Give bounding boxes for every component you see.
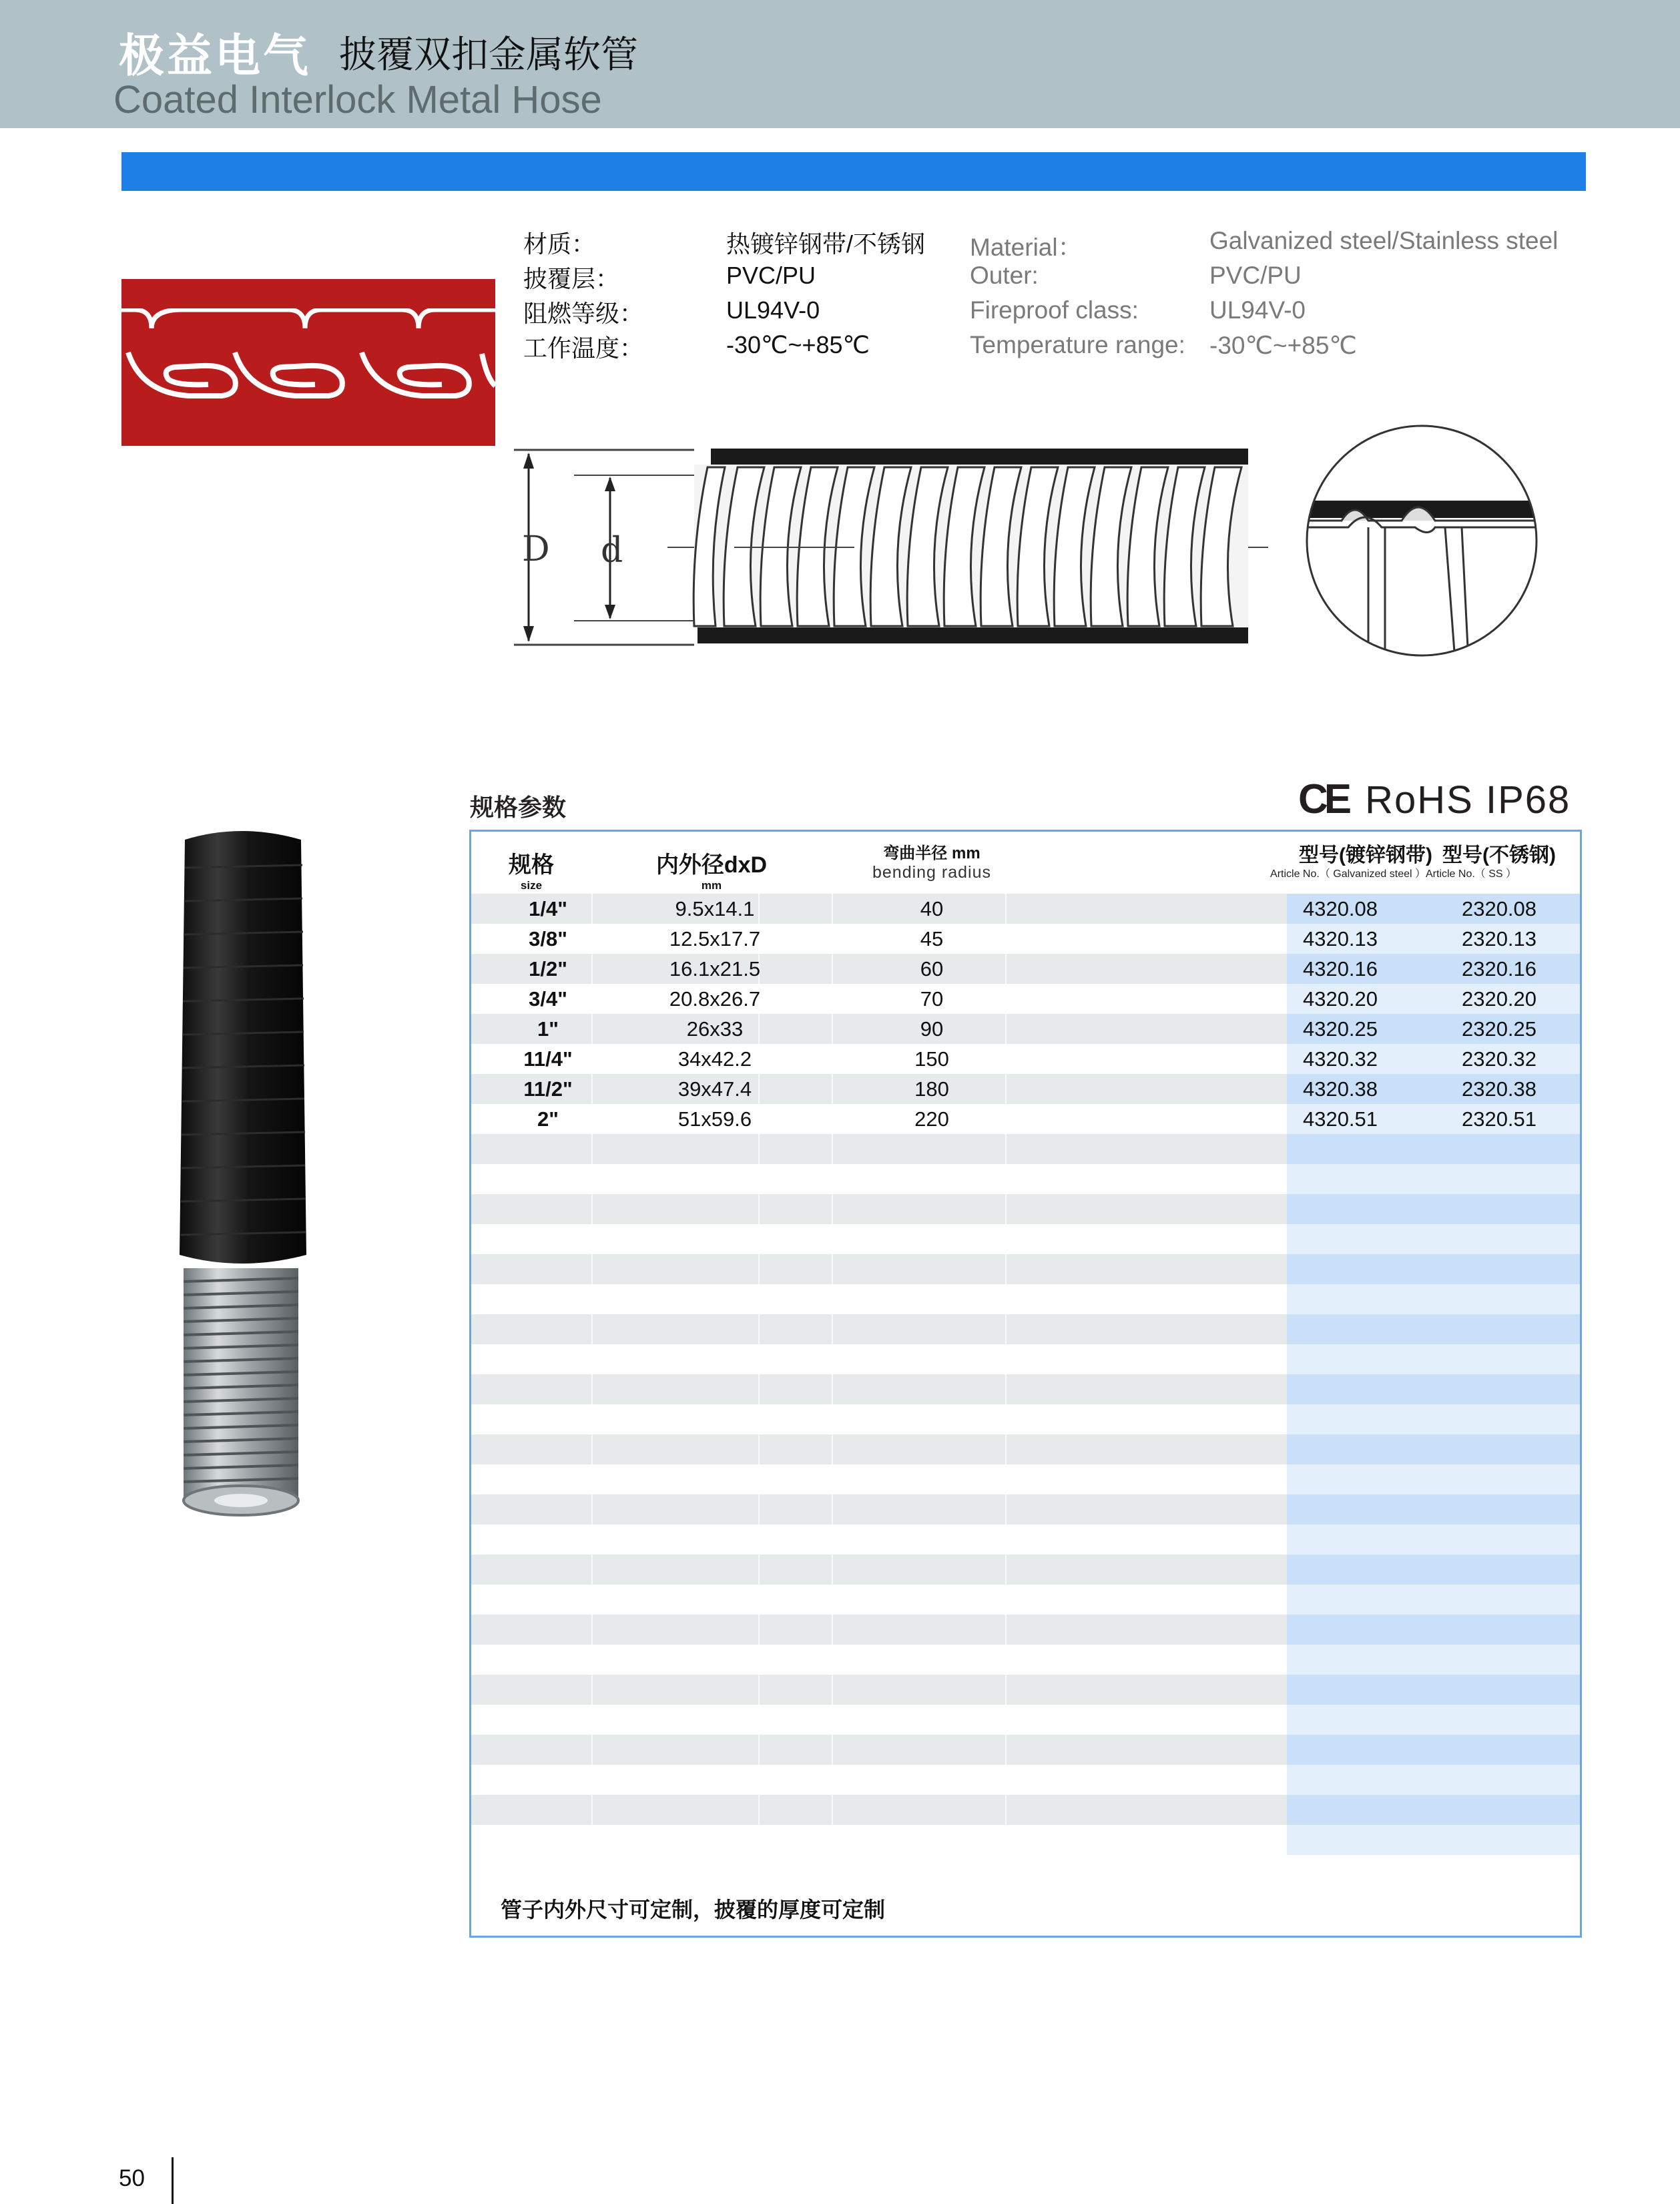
header-diameter: [591, 846, 832, 892]
cell-bend: 150: [914, 1047, 949, 1071]
cross-section-image: [121, 279, 495, 446]
cell-galv: 4320.25: [1302, 1017, 1378, 1041]
article-column-stripe: [1287, 1254, 1580, 1284]
product-title-cn: 披覆双扣金属软管: [339, 33, 638, 75]
table-stripe: [471, 1825, 1287, 1855]
article-column-stripe: [1287, 1224, 1580, 1254]
table-stripe: [471, 1795, 1287, 1825]
certification-marks: [1298, 776, 1571, 823]
table-stripe: [471, 1134, 1287, 1164]
article-column-stripe: [1287, 1194, 1580, 1224]
table-row: [471, 1104, 1580, 1134]
header-galv-article: [1225, 838, 1432, 868]
table-row: [471, 1014, 1580, 1044]
spec-value-cn: -30℃~+85℃: [726, 331, 870, 358]
spec-table: [469, 830, 1582, 1938]
header-ss-article: [1432, 838, 1566, 868]
spec-value-en: Galvanized steel/Stainless steel: [1209, 227, 1559, 254]
cell-ss: 2320.20: [1461, 987, 1537, 1011]
table-stripe: [471, 1525, 1287, 1555]
header-size-en: size: [520, 879, 543, 892]
article-column-stripe: [1287, 1795, 1580, 1825]
cell-bend: 45: [920, 927, 944, 950]
cell-galv: 4320.16: [1302, 957, 1378, 981]
table-stripe: [471, 1374, 1287, 1404]
spec-label-en: Fireproof class:: [970, 296, 1139, 324]
cell-size: 11/2": [523, 1077, 573, 1101]
cell-size: 1": [537, 1017, 559, 1041]
cell-galv: 4320.08: [1302, 897, 1378, 920]
header-ss-en: Article No.（ SS ）: [1426, 868, 1517, 880]
cell-size: 11/4": [523, 1047, 573, 1071]
table-row: [471, 1074, 1580, 1104]
cell-ss: 2320.13: [1461, 927, 1537, 950]
table-stripe: [471, 1555, 1287, 1585]
header-bend-label: 弯曲半径 mm: [883, 844, 981, 862]
spec-label-en: Outer:: [970, 262, 1039, 289]
table-row: [471, 1044, 1580, 1074]
spec-label-cn: 工作温度：: [523, 334, 644, 362]
article-column-stripe: [1287, 1675, 1580, 1705]
cell-ss: 2320.32: [1461, 1047, 1537, 1071]
table-stripe: [471, 1615, 1287, 1645]
article-column-stripe: [1287, 1284, 1580, 1314]
spec-label-cn: 披覆层：: [523, 265, 620, 292]
table-stripe: [471, 1585, 1287, 1615]
customization-note: 管子内外尺寸可定制，披覆的厚度可定制: [501, 1898, 886, 1922]
profile-detail-circle: [1302, 421, 1542, 661]
table-stripe: [471, 1464, 1287, 1494]
table-stripe: [471, 1705, 1287, 1735]
cell-size: 2": [537, 1107, 559, 1131]
product-title-en: Coated Interlock Metal Hose: [113, 78, 602, 121]
header-diameter-unit: mm: [701, 879, 722, 892]
header-bend-en: bending radius: [872, 863, 991, 882]
brand-name: 极益电气: [119, 31, 312, 81]
cell-bend: 180: [914, 1077, 949, 1101]
cell-size: 1/2": [529, 957, 567, 981]
article-column-stripe: [1287, 1464, 1580, 1494]
cell-ss: 2320.16: [1461, 957, 1537, 981]
table-stripe: [471, 1344, 1287, 1374]
article-column-stripe: [1287, 1344, 1580, 1374]
cell-ss: 2320.38: [1461, 1077, 1537, 1101]
table-stripe: [471, 1494, 1287, 1525]
table-stripe: [471, 1194, 1287, 1224]
cell-ss: 2320.51: [1461, 1107, 1537, 1131]
header-galv-en: Article No.（ Galvanized steel ）: [1270, 868, 1426, 880]
table-stripe: [471, 1675, 1287, 1705]
header-size-label: 规格: [509, 852, 554, 878]
spec-label-cn: 材质：: [523, 230, 596, 258]
spec-label-en: Material：: [970, 234, 1083, 261]
header-size: [471, 846, 591, 892]
spec-value-en: UL94V-0: [1209, 296, 1306, 324]
table-row: [471, 984, 1580, 1014]
cell-bend: 70: [920, 987, 944, 1011]
cell-ss: 2320.08: [1461, 897, 1537, 920]
spec-label-cn: 阻燃等级：: [523, 300, 644, 327]
cell-galv: 4320.51: [1302, 1107, 1378, 1131]
spec-value-cn: PVC/PU: [726, 262, 816, 289]
article-column-stripe: [1287, 1645, 1580, 1675]
article-column-stripe: [1287, 1705, 1580, 1735]
cell-galv: 4320.20: [1302, 987, 1378, 1011]
header-diameter-label: 内外径dxD: [655, 852, 768, 878]
cell-dim: 16.1x21.5: [669, 957, 761, 981]
cell-galv: 4320.13: [1302, 927, 1378, 950]
page-number-divider: [172, 2157, 174, 2204]
spec-value-en: PVC/PU: [1209, 262, 1302, 289]
table-row: [471, 924, 1580, 954]
article-column-stripe: [1287, 1525, 1580, 1555]
cell-galv: 4320.32: [1302, 1047, 1378, 1071]
table-stripe: [471, 1224, 1287, 1254]
table-row: [471, 894, 1580, 924]
spec-value-en: -30℃~+85℃: [1209, 332, 1357, 359]
cell-bend: 90: [920, 1017, 944, 1041]
article-column-stripe: [1287, 1825, 1580, 1855]
article-column-stripe: [1287, 1434, 1580, 1464]
header-galv-label: 型号(镀锌钢带): [1299, 844, 1432, 866]
table-stripe: [471, 1765, 1287, 1795]
spec-value-cn: UL94V-0: [726, 296, 820, 324]
table-stripe: [471, 1314, 1287, 1344]
hose-dimension-drawing: [507, 414, 1268, 654]
cell-bend: 220: [914, 1107, 949, 1131]
table-title: 规格参数: [470, 794, 567, 821]
article-column-stripe: [1287, 1735, 1580, 1765]
article-column-stripe: [1287, 1494, 1580, 1525]
cell-galv: 4320.38: [1302, 1077, 1378, 1101]
page-number: 50: [119, 2165, 145, 2191]
cell-dim: 9.5x14.1: [675, 897, 755, 920]
article-column-stripe: [1287, 1314, 1580, 1344]
outer-diameter-label: D: [522, 529, 550, 569]
cell-dim: 12.5x17.7: [669, 927, 761, 950]
header-bend-radius: [832, 840, 1032, 882]
article-column-stripe: [1287, 1585, 1580, 1615]
article-column-stripe: [1287, 1615, 1580, 1645]
cell-dim: 34x42.2: [677, 1047, 752, 1071]
table-row: [471, 954, 1580, 984]
cell-size: 3/8": [529, 927, 567, 950]
table-stripe: [471, 1404, 1287, 1434]
cell-dim: 20.8x26.7: [669, 987, 761, 1011]
article-column-stripe: [1287, 1765, 1580, 1795]
cell-dim: 51x59.6: [677, 1107, 752, 1131]
table-stripe: [471, 1284, 1287, 1314]
table-stripe: [471, 1735, 1287, 1765]
cell-size: 1/4": [529, 897, 567, 920]
inner-diameter-label: d: [601, 531, 623, 571]
hose-product-photo: [170, 828, 317, 1535]
header-ss-label: 型号(不锈钢): [1442, 844, 1556, 866]
article-column-stripe: [1287, 1555, 1580, 1585]
cell-dim: 26x33: [686, 1017, 744, 1041]
cell-size: 3/4": [529, 987, 567, 1011]
table-stripe: [471, 1645, 1287, 1675]
spec-label-en: Temperature range:: [970, 331, 1185, 358]
spec-value-cn: 热镀锌钢带/不锈钢: [726, 230, 926, 258]
table-stripe: [471, 1254, 1287, 1284]
cell-bend: 40: [920, 897, 944, 920]
accent-bar: [121, 152, 1586, 191]
certification-text: RoHS IP68: [1365, 778, 1571, 822]
cell-ss: 2320.25: [1461, 1017, 1537, 1041]
article-column-stripe: [1287, 1164, 1580, 1194]
article-column-stripe: [1287, 1404, 1580, 1434]
ce-mark: CE: [1298, 776, 1348, 822]
cell-bend: 60: [920, 957, 944, 981]
table-stripe: [471, 1164, 1287, 1194]
article-column-stripe: [1287, 1374, 1580, 1404]
table-stripe: [471, 1434, 1287, 1464]
article-column-stripe: [1287, 1134, 1580, 1164]
cell-dim: 39x47.4: [677, 1077, 752, 1101]
